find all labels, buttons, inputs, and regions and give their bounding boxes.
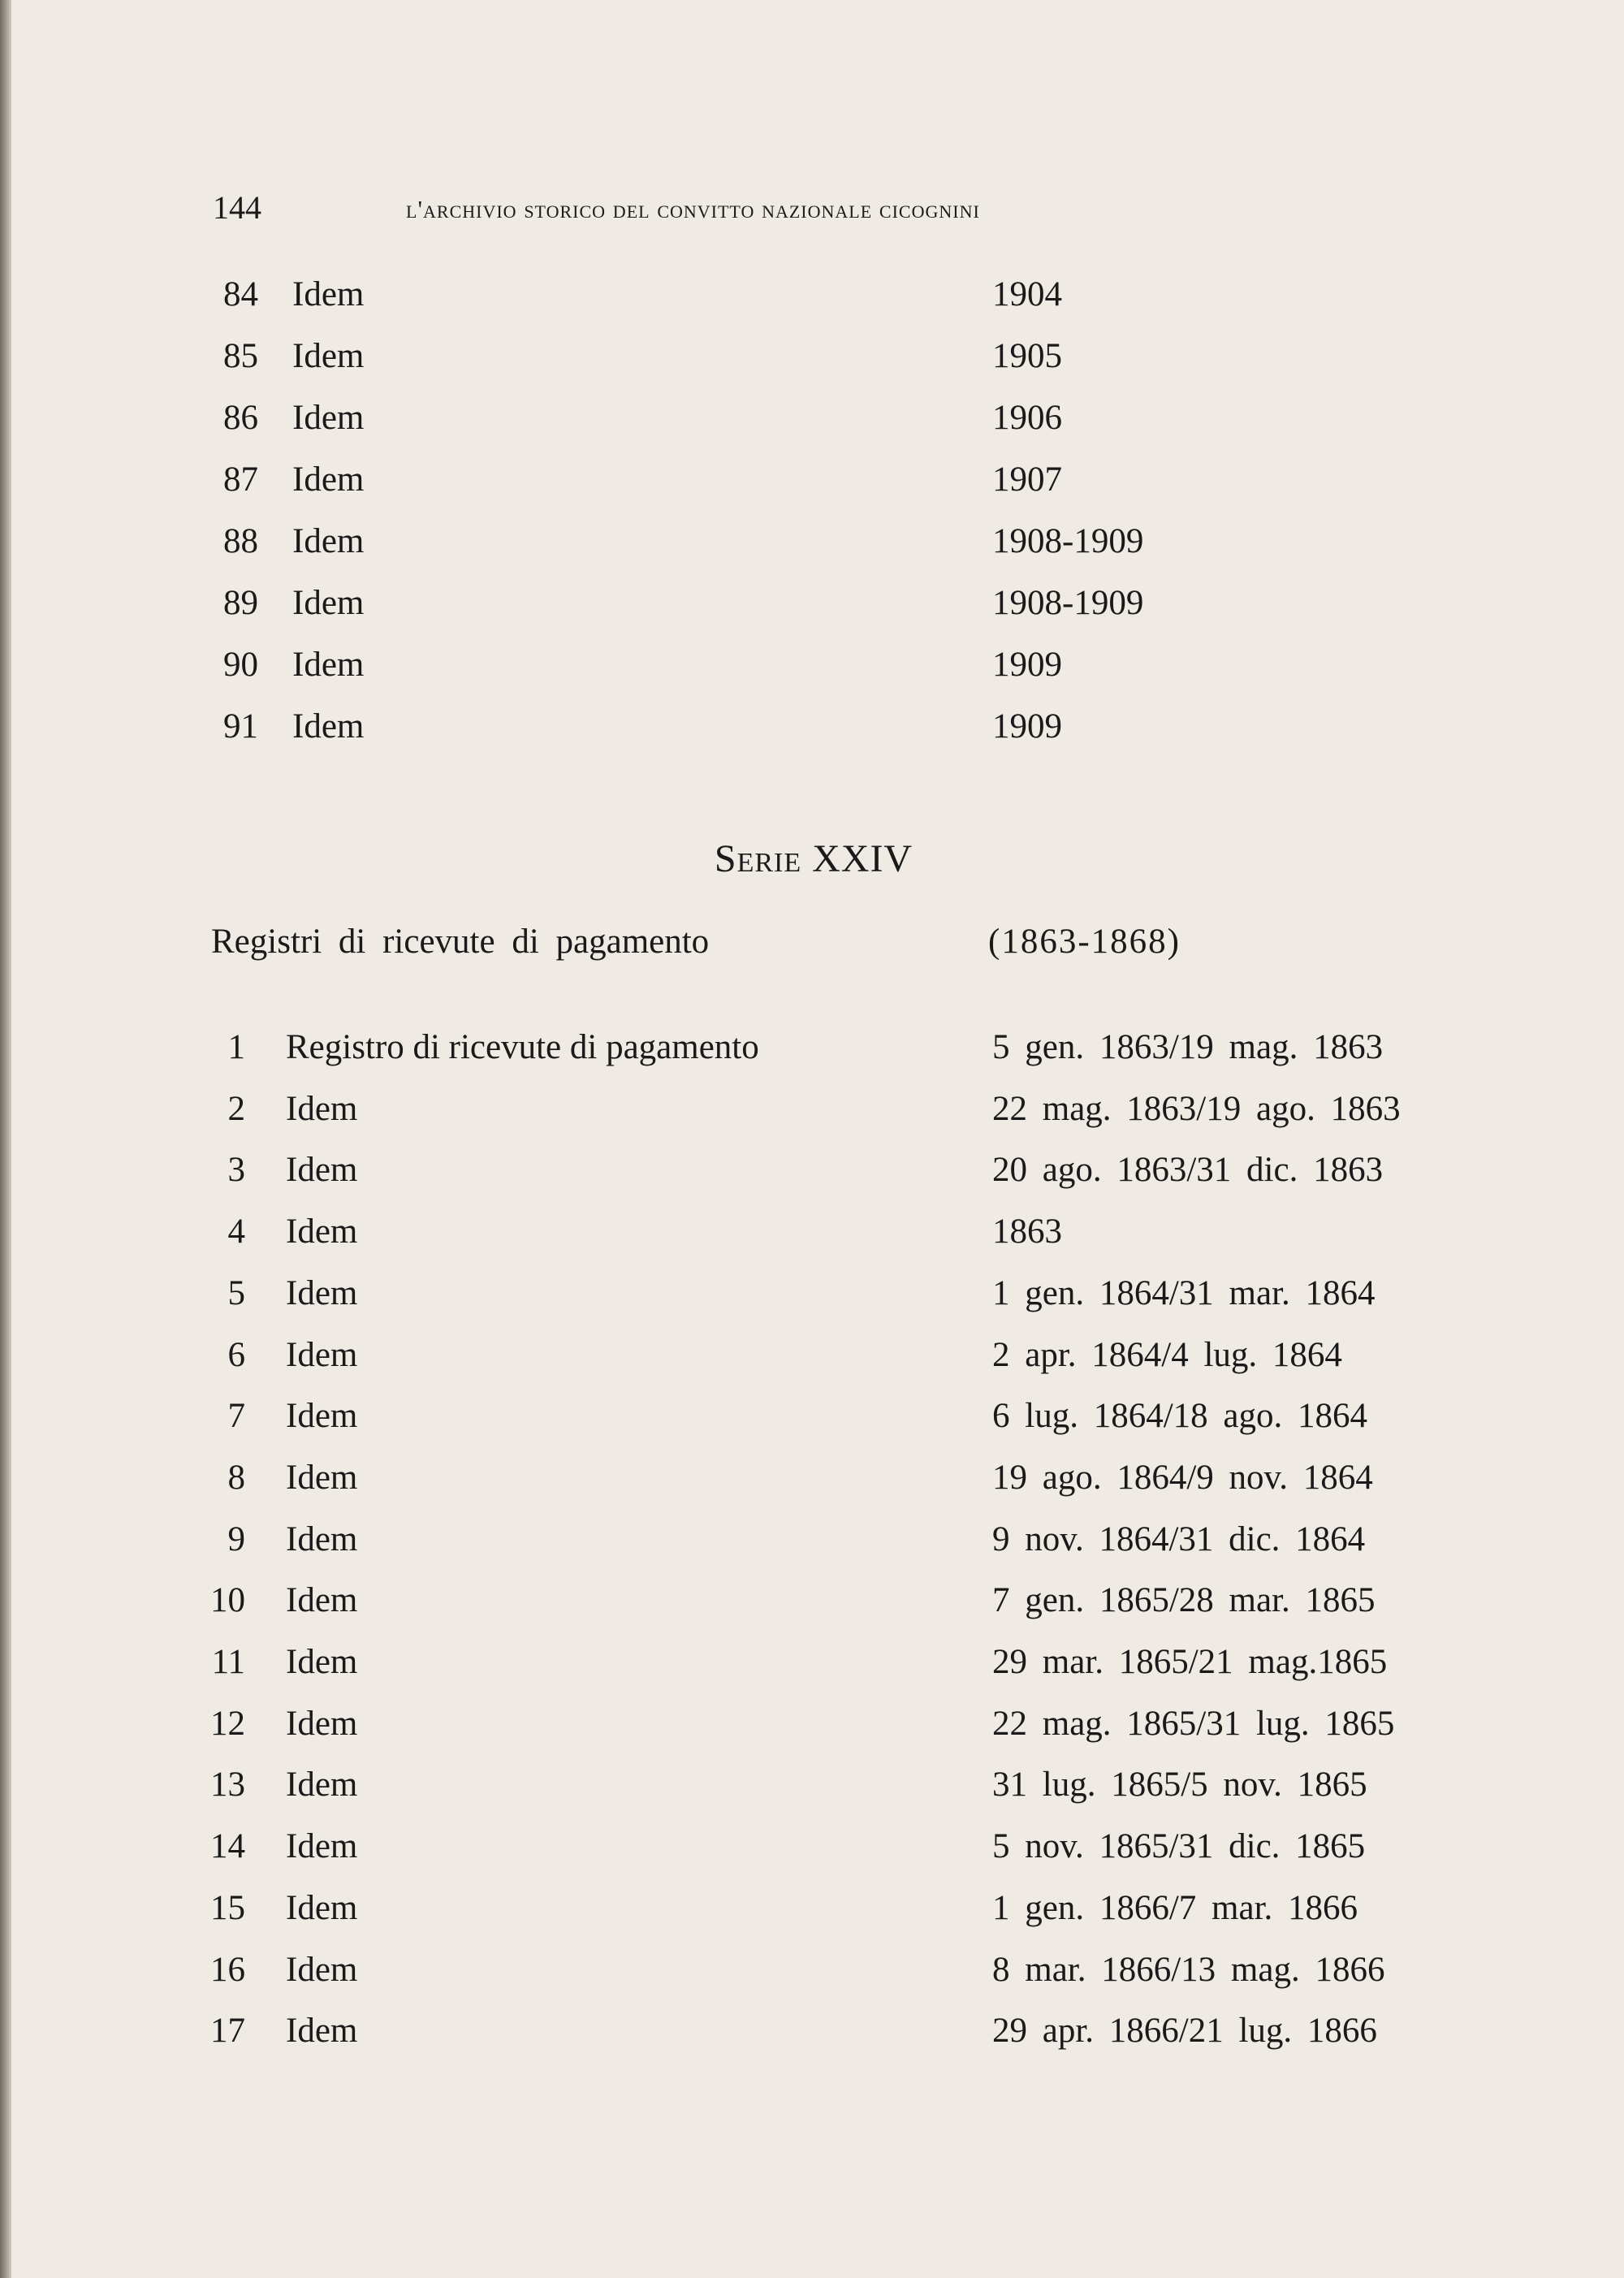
item-description: Idem xyxy=(286,1643,358,1681)
item-description: Idem xyxy=(292,337,365,375)
item-number: 85 xyxy=(223,337,258,375)
list-item xyxy=(0,336,1624,393)
item-number: 4 xyxy=(227,1212,245,1251)
list-item xyxy=(0,1580,1624,1637)
item-number: 89 xyxy=(223,584,258,622)
item-description: Idem xyxy=(286,1212,358,1251)
item-date: 29 apr. 1866/21 lug. 1866 xyxy=(992,2012,1377,2051)
list-item xyxy=(0,1458,1624,1515)
item-date: 1908-1909 xyxy=(992,584,1144,622)
item-number: 9 xyxy=(227,1519,245,1558)
list-item xyxy=(0,1950,1624,2007)
list-item xyxy=(0,1888,1624,1945)
item-description: Idem xyxy=(292,646,365,684)
item-date: 1863 xyxy=(992,1212,1062,1251)
item-date: 22 mag. 1865/31 lug. 1865 xyxy=(992,1704,1395,1743)
list-item xyxy=(0,1765,1624,1822)
item-number: 88 xyxy=(223,522,258,560)
running-title: l'archivio storico del convitto nazionale cicognini xyxy=(406,195,980,223)
list-item xyxy=(0,583,1624,640)
item-number: 16 xyxy=(210,1950,245,1989)
item-description: Idem xyxy=(292,460,365,499)
item-date: 1904 xyxy=(992,275,1062,313)
item-date: 6 lug. 1864/18 ago. 1864 xyxy=(992,1397,1367,1436)
item-number: 17 xyxy=(210,2012,245,2051)
list-item xyxy=(0,1027,1624,1084)
item-date: 1908-1909 xyxy=(992,522,1144,560)
item-description: Idem xyxy=(292,584,365,622)
list-item xyxy=(0,1335,1624,1392)
item-description: Idem xyxy=(286,1089,358,1128)
series-subtitle: Registri di ricevute di pagamento xyxy=(211,923,710,961)
item-date: 5 nov. 1865/31 dic. 1865 xyxy=(992,1827,1366,1866)
item-description: Idem xyxy=(286,1458,358,1497)
item-number: 87 xyxy=(223,460,258,499)
item-date: 1 gen. 1864/31 mar. 1864 xyxy=(992,1273,1376,1312)
page-number: 144 xyxy=(213,189,261,226)
list-item xyxy=(0,398,1624,455)
item-number: 8 xyxy=(227,1458,245,1497)
item-number: 12 xyxy=(210,1704,245,1743)
item-description: Idem xyxy=(286,1766,358,1805)
item-number: 91 xyxy=(223,707,258,746)
item-date: 20 ago. 1863/31 dic. 1863 xyxy=(992,1151,1384,1190)
list-item xyxy=(0,1150,1624,1207)
item-description: Idem xyxy=(286,1888,358,1927)
item-date: 1906 xyxy=(992,399,1062,437)
list-item xyxy=(0,707,1624,763)
item-date: 1909 xyxy=(992,707,1062,746)
item-number: 90 xyxy=(223,646,258,684)
list-item xyxy=(0,2011,1624,2068)
list-item xyxy=(0,1396,1624,1453)
list-item xyxy=(0,460,1624,517)
item-number: 84 xyxy=(223,275,258,313)
item-date: 7 gen. 1865/28 mar. 1865 xyxy=(992,1581,1376,1620)
list-item xyxy=(0,274,1624,331)
series-title: Serie XXIV xyxy=(714,837,914,880)
item-description: Idem xyxy=(286,1950,358,1989)
item-number: 7 xyxy=(227,1397,245,1436)
item-description: Idem xyxy=(292,275,365,313)
item-description: Idem xyxy=(292,522,365,560)
item-date: 1907 xyxy=(992,460,1062,499)
item-description: Idem xyxy=(286,1581,358,1620)
item-number: 86 xyxy=(223,399,258,437)
item-number: 3 xyxy=(227,1151,245,1190)
item-number: 10 xyxy=(210,1581,245,1620)
item-number: 11 xyxy=(211,1643,245,1681)
item-description: Idem xyxy=(286,1335,358,1374)
item-description: Idem xyxy=(286,1704,358,1743)
item-description: Idem xyxy=(292,399,365,437)
item-number: 14 xyxy=(210,1827,245,1866)
list-item xyxy=(0,521,1624,578)
item-number: 15 xyxy=(210,1888,245,1927)
item-number: 2 xyxy=(227,1089,245,1128)
item-number: 5 xyxy=(227,1273,245,1312)
item-date: 19 ago. 1864/9 nov. 1864 xyxy=(992,1458,1373,1497)
item-date: 31 lug. 1865/5 nov. 1865 xyxy=(992,1766,1367,1805)
item-date: 1909 xyxy=(992,646,1062,684)
list-item xyxy=(0,1273,1624,1330)
list-item xyxy=(0,1642,1624,1699)
item-description: Idem xyxy=(286,1397,358,1436)
item-description: Idem xyxy=(286,1151,358,1190)
item-date: 5 gen. 1863/19 mag. 1863 xyxy=(992,1028,1384,1066)
item-date: 9 nov. 1864/31 dic. 1864 xyxy=(992,1519,1366,1558)
list-item xyxy=(0,1519,1624,1576)
list-item xyxy=(0,1826,1624,1883)
item-number: 13 xyxy=(210,1766,245,1805)
list-item xyxy=(0,1212,1624,1269)
item-description: Idem xyxy=(286,1519,358,1558)
item-date: 29 mar. 1865/21 mag.1865 xyxy=(992,1643,1388,1681)
item-date: 2 apr. 1864/4 lug. 1864 xyxy=(992,1335,1342,1374)
item-date: 1 gen. 1866/7 mar. 1866 xyxy=(992,1888,1358,1927)
item-description: Idem xyxy=(286,1273,358,1312)
item-date: 1905 xyxy=(992,337,1062,375)
item-description: Registro di ricevute di pagamento xyxy=(286,1028,759,1066)
item-description: Idem xyxy=(286,1827,358,1866)
list-item xyxy=(0,1704,1624,1761)
item-description: Idem xyxy=(292,707,365,746)
list-item xyxy=(0,1089,1624,1146)
series-date-range: (1863-1868) xyxy=(988,923,1181,961)
item-number: 1 xyxy=(227,1028,245,1066)
item-date: 22 mag. 1863/19 ago. 1863 xyxy=(992,1089,1401,1128)
item-description: Idem xyxy=(286,2012,358,2051)
item-date: 8 mar. 1866/13 mag. 1866 xyxy=(992,1950,1385,1989)
item-number: 6 xyxy=(227,1335,245,1374)
list-item xyxy=(0,645,1624,702)
